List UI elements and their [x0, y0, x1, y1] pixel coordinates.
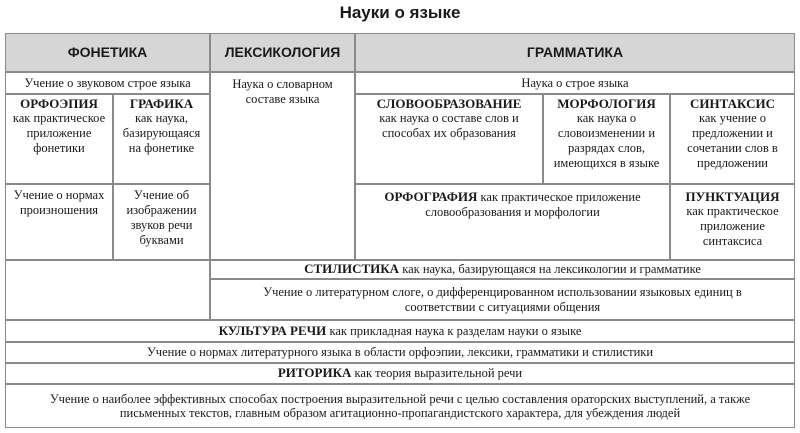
rhetoric-description [5, 384, 795, 428]
word-formation-text: как наука о составе слов и способах их образования [379, 111, 519, 140]
phonetics-description: Учение о звуковом строе языка [5, 72, 210, 94]
stylistics-description-text: Учение о литературном слоге, о дифференцированном использовании языковых единиц в соответствии с ситуациями общения [263, 285, 742, 314]
morphology-box [543, 94, 670, 184]
graphics-name: ГРАФИКА [129, 96, 194, 111]
speech-culture-text: как прикладная наука к разделам науки о языке [329, 323, 582, 338]
morphology-name: МОРФОЛОГИЯ [557, 96, 656, 111]
stylistics-text: как наука, базирующаяся на лексикологии и грамматике [402, 262, 701, 277]
orthoepy-description [5, 184, 113, 260]
stylistics-description [210, 279, 795, 320]
rhetoric-description-text: Учение о наиболее эффективных способах построения выразительной речи с целью составления ораторских выступлений, а также письменных текстов, главным образом агитационно-пропагандистского характера, для убеждения людей [49, 391, 751, 420]
punctuation-box [670, 184, 795, 260]
graphics-box [113, 94, 210, 184]
rhetoric-name: РИТОРИКА [277, 365, 352, 381]
rhetoric-header [5, 363, 795, 384]
graphics-description [113, 184, 210, 260]
morphology-text: как наука о словоизменении и разрядах слов, имеющихся в языке [553, 111, 660, 170]
speech-culture-description-text: Учение о нормах литературного языка в области орфоэпии, лексики, грамматики и стилистики [146, 345, 654, 360]
empty-block [5, 260, 210, 320]
header-grammar: ГРАММАТИКА [355, 33, 795, 72]
stylistics-header [210, 260, 795, 279]
word-formation-box [355, 94, 543, 184]
orthoepy-box [5, 94, 113, 184]
orthography-name: ОРФОГРАФИЯ [384, 189, 478, 204]
grammar-description: Наука о строе языка [355, 72, 795, 94]
header-lexicology: ЛЕКСИКОЛОГИЯ [210, 33, 355, 72]
orthoepy-text: как практическое приложение фонетики [12, 111, 106, 155]
syntax-name: СИНТАКСИС [689, 96, 775, 111]
word-formation-name: СЛОВООБРАЗОВАНИЕ [376, 96, 522, 111]
graphics-description-text: Учение об изображении звуков речи буквами [126, 188, 197, 247]
rhetoric-text: как теория выразительной речи [354, 366, 523, 381]
header-phonetics: ФОНЕТИКА [5, 33, 210, 72]
diagram-title: Науки о языке [339, 3, 461, 22]
orthoepy-description-text: Учение о нормах произношения [13, 188, 105, 217]
punctuation-text: как практическое приложение синтаксиса [686, 204, 779, 248]
orthography-box [355, 184, 670, 260]
syntax-box [670, 94, 795, 184]
orthoepy-name: ОРФОЭПИЯ [20, 96, 98, 111]
lexicology-description-text: Наука о словарном составе языка [232, 77, 333, 106]
speech-culture-name: КУЛЬТУРА РЕЧИ [218, 322, 327, 338]
speech-culture-header [5, 320, 795, 342]
punctuation-name: ПУНКТУАЦИЯ [685, 189, 780, 204]
stylistics-name: СТИЛИСТИКА [304, 261, 400, 277]
lexicology-description [210, 72, 355, 260]
orthography-text: как практическое приложение словообразования и морфологии [425, 190, 641, 219]
syntax-text: как учение о предложении и сочетании слов в предложении [687, 111, 778, 170]
graphics-text: как наука, базирующаяся на фонетике [122, 111, 201, 155]
speech-culture-description [5, 342, 795, 363]
